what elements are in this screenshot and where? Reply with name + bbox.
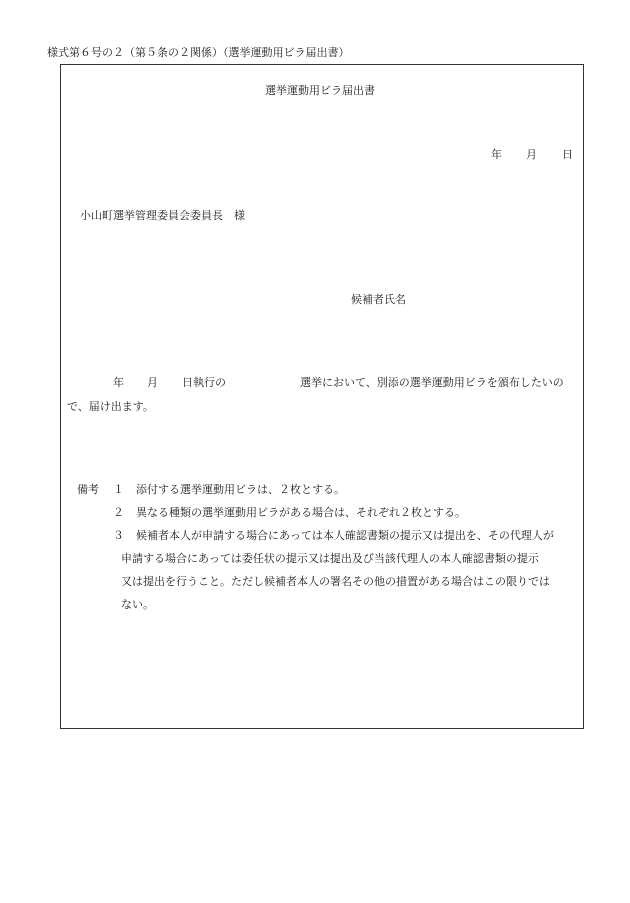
form-title: 選挙運動用ビラ届出書 <box>265 84 375 97</box>
notes-label: 備考 <box>77 483 99 496</box>
note-3-number: ３ <box>113 529 124 542</box>
candidate-name-label: 候補者氏名 <box>351 293 406 306</box>
note-1-number: １ <box>113 483 124 496</box>
body-line2: で、届け出ます。 <box>67 400 154 413</box>
body-month: 月 <box>147 376 158 389</box>
addressee: 小山町選挙管理委員会委員長 様 <box>80 209 245 222</box>
note-2-line: 異なる種類の選挙運動用ビラがある場合は、それぞれ２枚とする。 <box>136 506 466 519</box>
body-year: 年 <box>113 376 124 389</box>
note-3-line: 候補者本人が申請する場合にあっては本人確認書類の提示又は提出を、その代理人が <box>136 529 554 542</box>
body-line1: 選挙において、別添の選挙運動用ビラを頒布したいの <box>300 376 564 389</box>
note-3-line: 又は提出を行うこと。ただし候補者本人の署名その他の措置がある場合はこの限りでは <box>121 575 550 588</box>
body-day-exec: 日執行の <box>182 376 226 389</box>
note-3-line: ない。 <box>121 598 154 611</box>
note-2-number: ２ <box>113 506 124 519</box>
date-year: 年 <box>491 148 502 161</box>
date-day: 日 <box>562 148 573 161</box>
date-month: 月 <box>526 148 537 161</box>
note-3-line: 申請する場合にあっては委任状の提示又は提出及び当該代理人の本人確認書類の提示 <box>121 552 539 565</box>
note-1-line: 添付する選挙運動用ビラは、２枚とする。 <box>136 483 345 496</box>
form-number: 様式第６号の２（第５条の２関係）（選挙運動用ビラ届出書） <box>47 46 350 59</box>
form-frame <box>60 64 584 729</box>
